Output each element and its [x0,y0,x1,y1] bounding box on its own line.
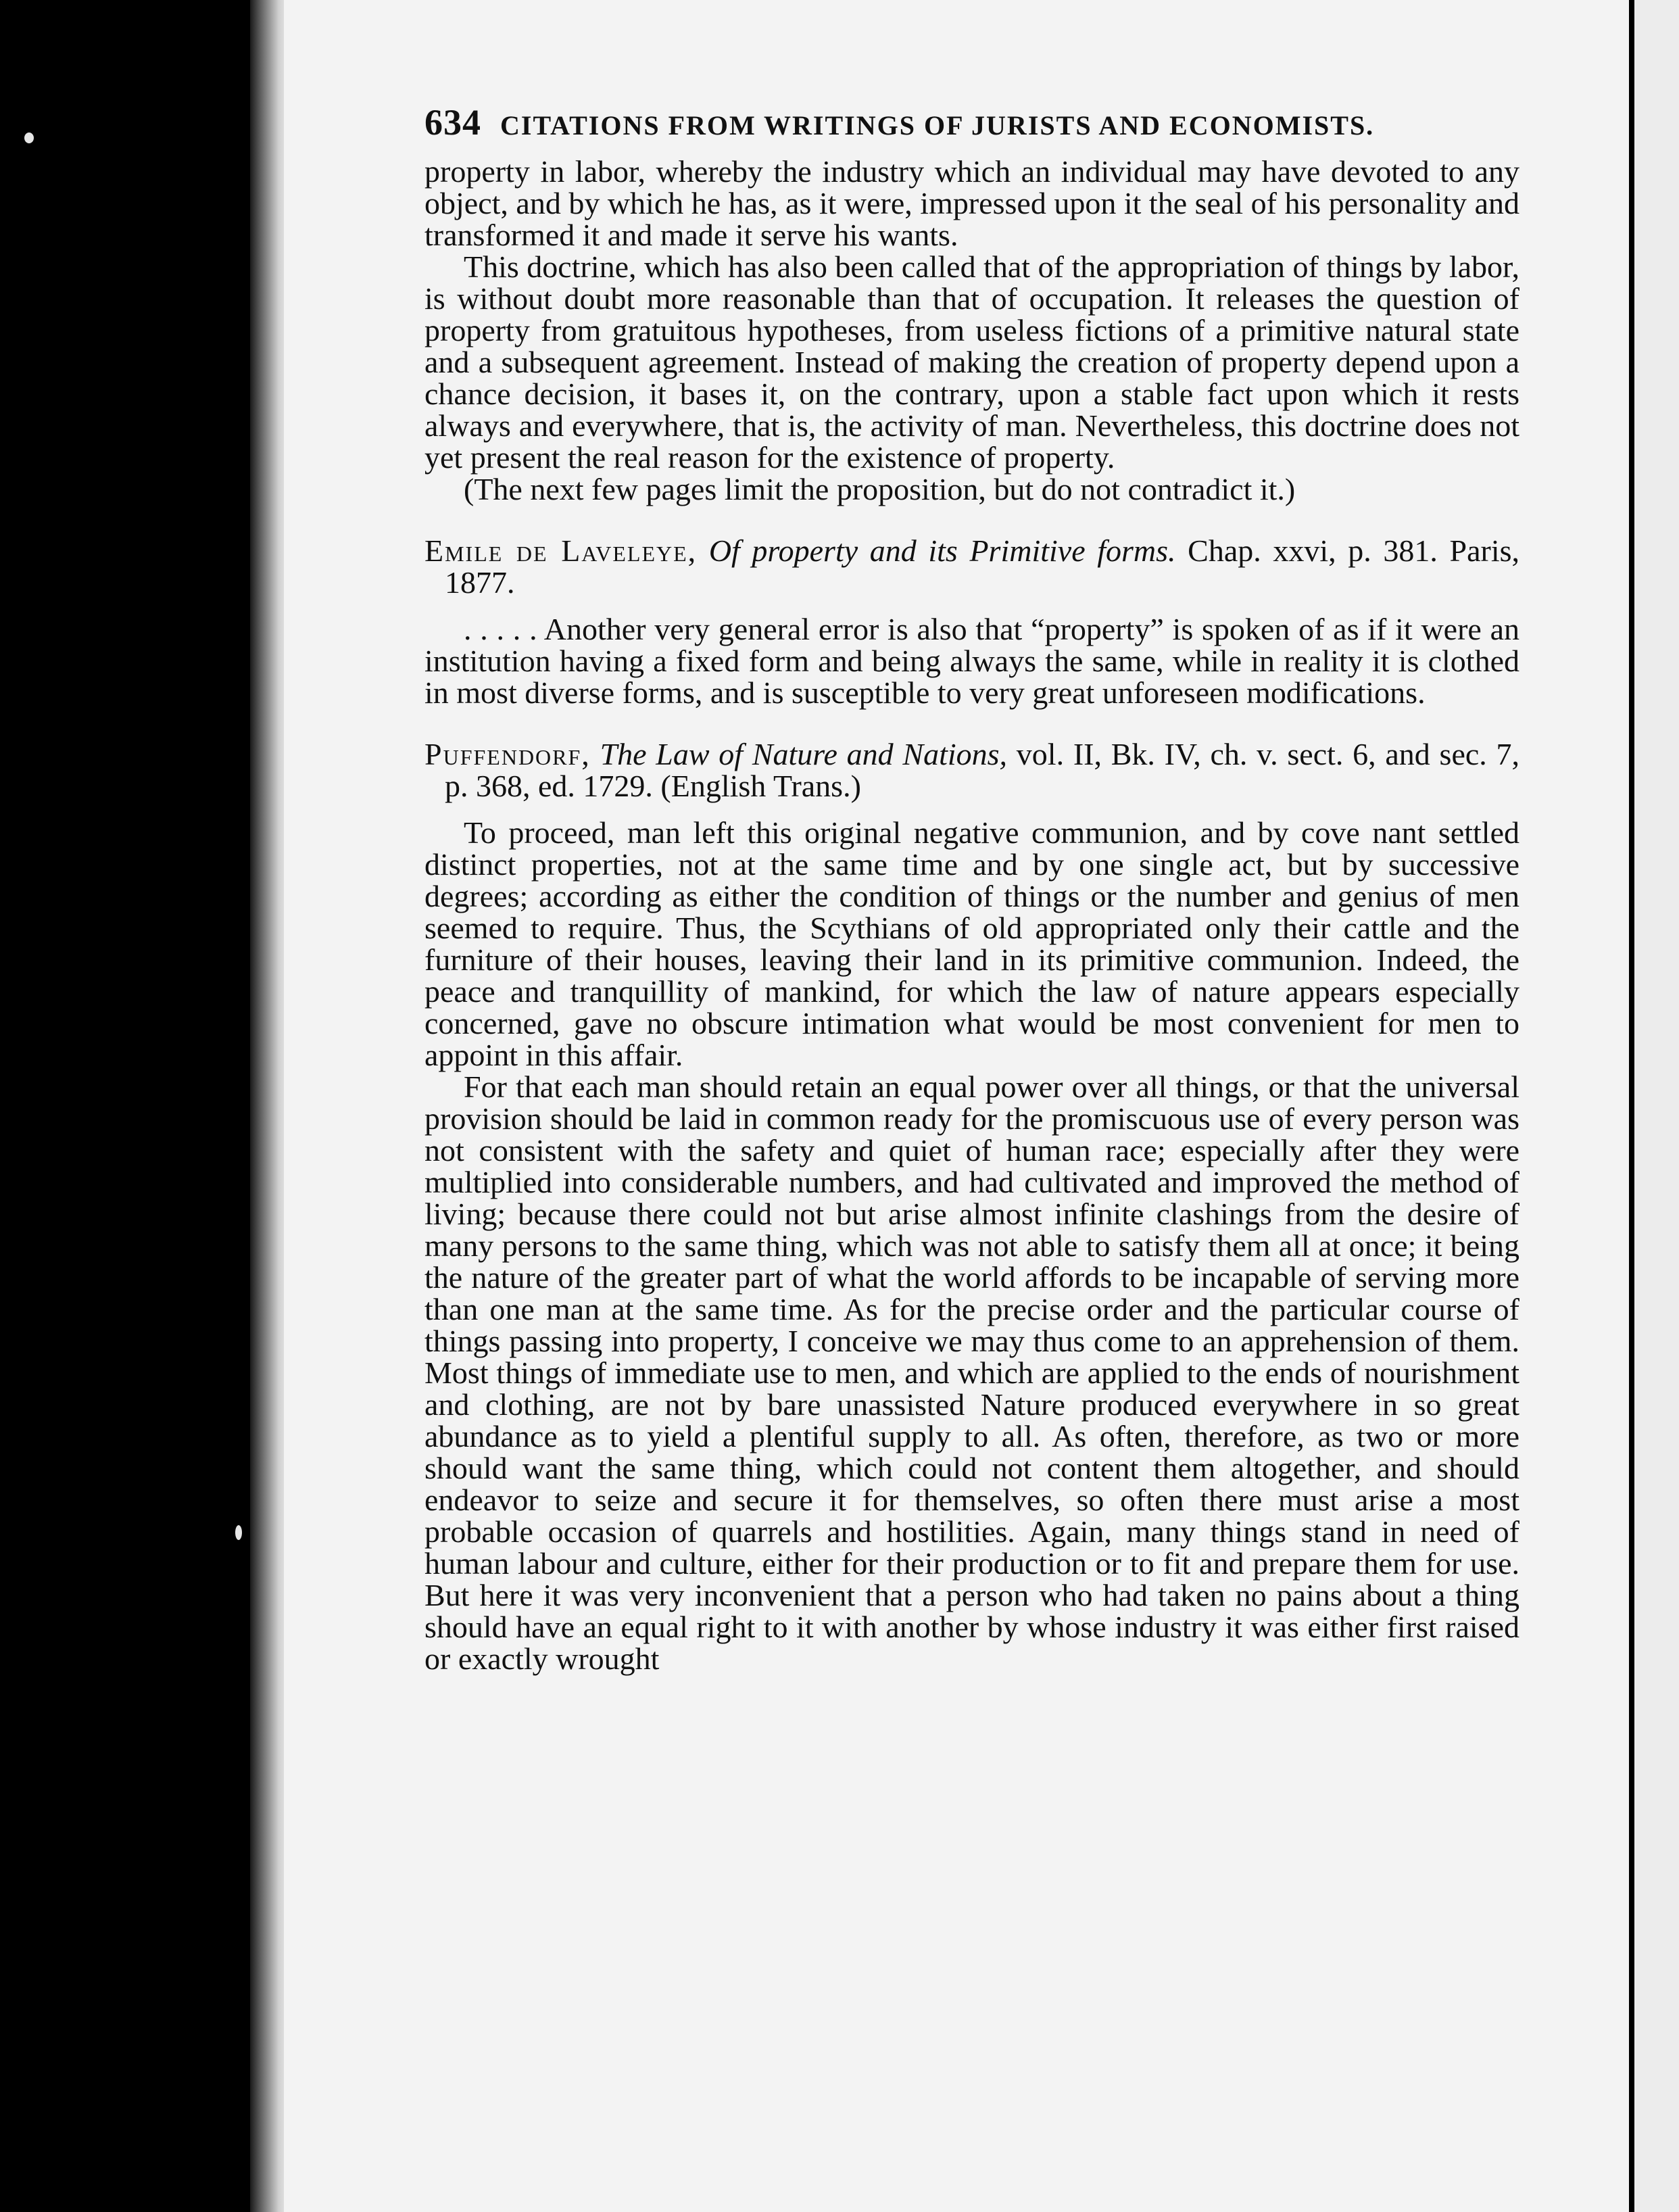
paragraph-puffendorf-1: To proceed, man left this original negative communion, and by cove nant settled distinct properties, not at the same time and by one single act, but by successive degrees; according as either the condition of things or the number and genius of men seemed to require. Thus, the Scythians of old appropriated only their cattle and the furniture of their houses, leaving their land in its primitive communion. Indeed, the peace and tranquillity of mankind, for which the law of nature appears especially concerned, gave no obscure intimation what would be most convenient for men to appoint in this affair. [424,815,1519,1072]
paragraph-laveleye-quote: . . . . . Another very general error is also that “property” is spoken of as if it were an institution having a fixed form and being always the same, while in reality it is clothed in most diverse forms, and is susceptible to very great unforeseen modifications. [424,612,1519,710]
paragraph-puffendorf-2: For that each man should retain an equal power over all things, or that the universal provision should be laid in common ready for the promiscuous use of every person was not consistent with the safety and quiet of human race; especially after they were multiplied into considerable numbers, and had cultivated and improved the method of living; because there could not but arise almost infinite clashings from the desire of many persons to the same thing, which was not able to satisfy them all at once; it being the nature of the greater part of what the world affords to be incapable of serving more than one man at the same time. As for the precise order and the particular course of things passing into property, I conceive we may thus come to an apprehension of them. Most things of immediate use to men, and which are applied to the ends of nourishment and clothing, are not by bare unassisted Nature produced everywhere in so great abundance as to yield a plentiful supply to all. As often, therefore, as two or more should want the same thing, which could not content them altogether, and should endeavor to seize and secure it for themselves, so often there must arise a most probable occasion of quarrels and hostilities. Again, many things stand in need of human labour and culture, either for their production or to fit and prepare them for use. But here it was very inconvenient that a person who had taken no pains about a thing should have an equal right to it with another by whose industry it was either first raised or exactly wrought [424,1069,1519,1676]
citation-puffendorf [424,738,1519,802]
citation-work-title: Of property and its Primitive forms. [708,533,1176,568]
citation-author: Emile de Laveleye, [424,533,698,568]
paragraph-continuation: property in labor, whereby the industry which an individual may have devoted to any object, and by which he has, as it were, impressed upon it the seal of his personality and transformed it and made it serve his wants. [424,154,1519,252]
citation-details: Chap. xxvi, p. 381. Paris, 1877. [445,533,1520,600]
paragraph-appropriation-doctrine: This doctrine, which has also been called that of the appropriation of things by labor, is without doubt more reasonable than that of occupation. It releases the question of property from gratuitous hypotheses, from useless fictions of a primitive natural state and a subsequent agreement. Instead of making the creation of property depend upon a chance decision, it bases it, on the contrary, upon a stable fact upon which it rests always and everywhere, that is, the activity of man. Nevertheless, this doctrine does not yet present the real reason for the existence of property. [424,249,1519,475]
paragraph-editorial-note: (The next few pages limit the proposition, but do not contradict it.) [464,472,1296,506]
running-title: CITATIONS FROM WRITINGS OF JURISTS AND ECONOMISTS. [500,110,1375,141]
next-page-edge [1634,0,1679,2212]
page-content [424,101,1519,1675]
scan-speck [235,1525,242,1540]
citation-details: vol. II, Bk. IV, ch. v. sect. 6, and sec. 7, p. 368, ed. 1729. (English Trans.) [445,737,1520,803]
citation-laveleye [424,535,1519,598]
running-head [424,101,1519,143]
scan-speck [24,133,34,143]
citation-work-title: The Law of Nature and Nations, [600,737,1008,771]
page-number: 634 [424,102,481,143]
citation-author: Puffendorf, [424,737,591,771]
